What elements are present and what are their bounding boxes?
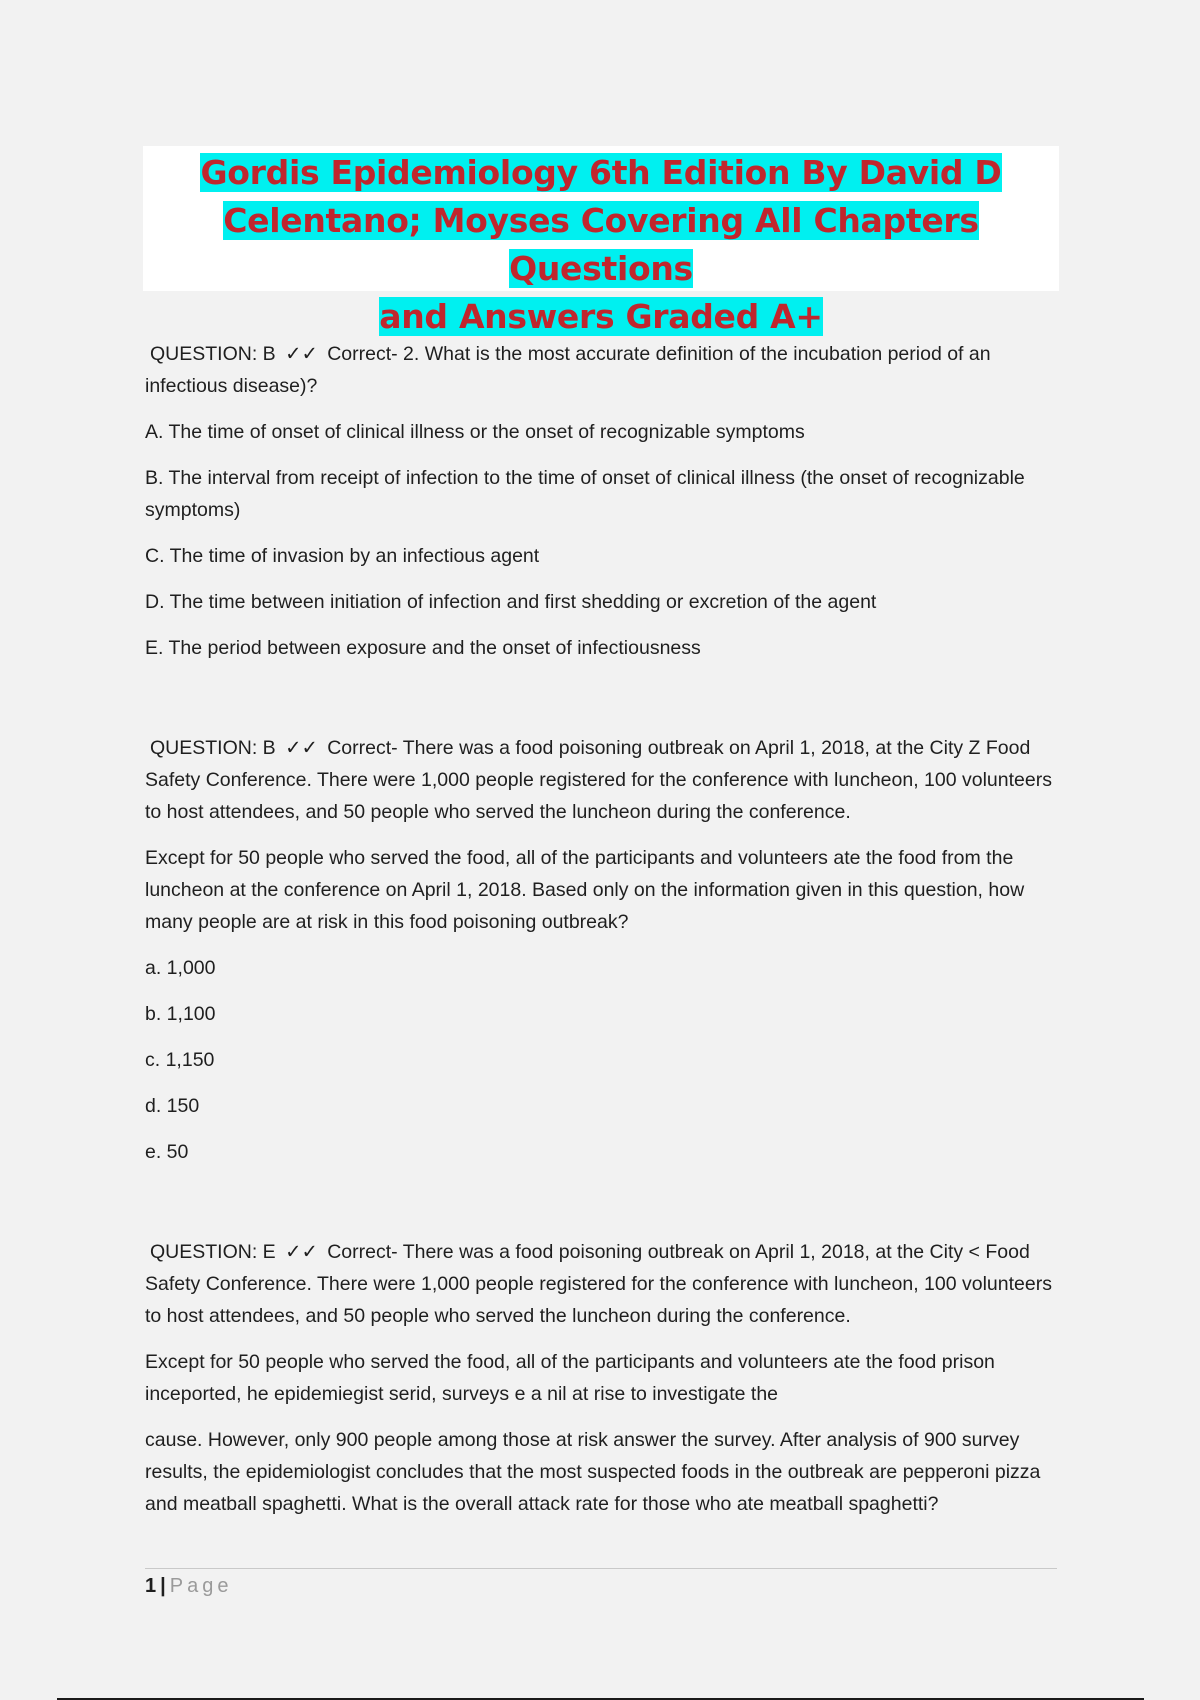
document-title-line-2: Celentano; Moyses Covering All Chapters Questions [223,201,979,288]
question-stem: Correct- There was a food poisoning outbreak on April 1, 2018, at the City Z Food Safety Conference. There were 1,000 people registered for the conference with luncheon, 100 volunteers to host attendees, and 50 people who served the luncheon during the conference. [145,737,1052,823]
question-stem: Correct- There was a food poisoning outbreak on April 1, 2018, at the City < Food Safety Conference. There were 1,000 people registered for the conference with luncheon, 100 volunteers to host attendees, and 50 people who served the luncheon during the conference. [145,1241,1052,1327]
answer-option: a. 1,000 [145,957,216,979]
question-text [145,1236,1057,1332]
question-paragraph: cause. However, only 900 people among those at risk answer the survey. After analysis of 900 survey results, the epidemiologist concludes that the most suspected foods in the outbreak are pepperoni pizza and meatball spaghetti. What is the overall attack rate for those who ate meatball spaghetti? [145,1429,1041,1515]
document-title-line-1: Gordis Epidemiology 6th Edition By David D [200,153,1002,192]
question-text [145,732,1057,828]
question-block-1 [145,338,1057,664]
answer-option: E. The period between exposure and the onset of infectiousness [145,637,701,659]
answer-option: D. The time between initiation of infection and first shedding or excretion of the agent [145,591,877,613]
document-title-box [143,146,1059,336]
document-content [145,338,1057,1534]
page-footer [145,1572,232,1600]
page-separator: | [160,1575,166,1597]
document-title-line-3: and Answers Graded A+ [379,297,823,336]
question-answer-label: QUESTION: B [150,343,276,365]
footer-divider [145,1568,1057,1569]
page-number: 1 [145,1575,157,1597]
answer-option: B. The interval from receipt of infection to the time of onset of clinical illness (the onset of recognizable symptoms) [145,467,1025,521]
question-block-2 [145,732,1057,1168]
question-paragraph: Except for 50 people who served the food, all of the participants and volunteers ate the food from the luncheon at the conference on April 1, 2018. Based only on the information given in this question, how many people are at risk in this food poisoning outbreak? [145,847,1025,933]
question-answer-label: QUESTION: E [150,1241,276,1263]
question-block-3 [145,1236,1057,1520]
question-answer-label: QUESTION: B [150,737,276,759]
section-spacer [145,678,1057,732]
check-icon: ✓✓ [285,343,318,365]
page-label: Page [169,1575,233,1597]
question-stem: Correct- 2. What is the most accurate definition of the incubation period of an infectious disease)? [145,343,991,397]
question-text [145,338,1057,402]
answer-option: b. 1,100 [145,1003,216,1025]
answer-option: C. The time of invasion by an infectious agent [145,545,540,567]
section-spacer [145,1182,1057,1236]
answer-option: d. 150 [145,1095,200,1117]
answer-option: c. 1,150 [145,1049,215,1071]
check-icon: ✓✓ [285,737,318,759]
question-paragraph: Except for 50 people who served the food, all of the participants and volunteers ate the food prison inceported, he epidemiegist serid, surveys e a nil at rise to investigate the [145,1351,995,1405]
check-icon: ✓✓ [285,1241,318,1263]
answer-option: e. 50 [145,1141,189,1163]
answer-option: A. The time of onset of clinical illness or the onset of recognizable symptoms [145,421,805,443]
